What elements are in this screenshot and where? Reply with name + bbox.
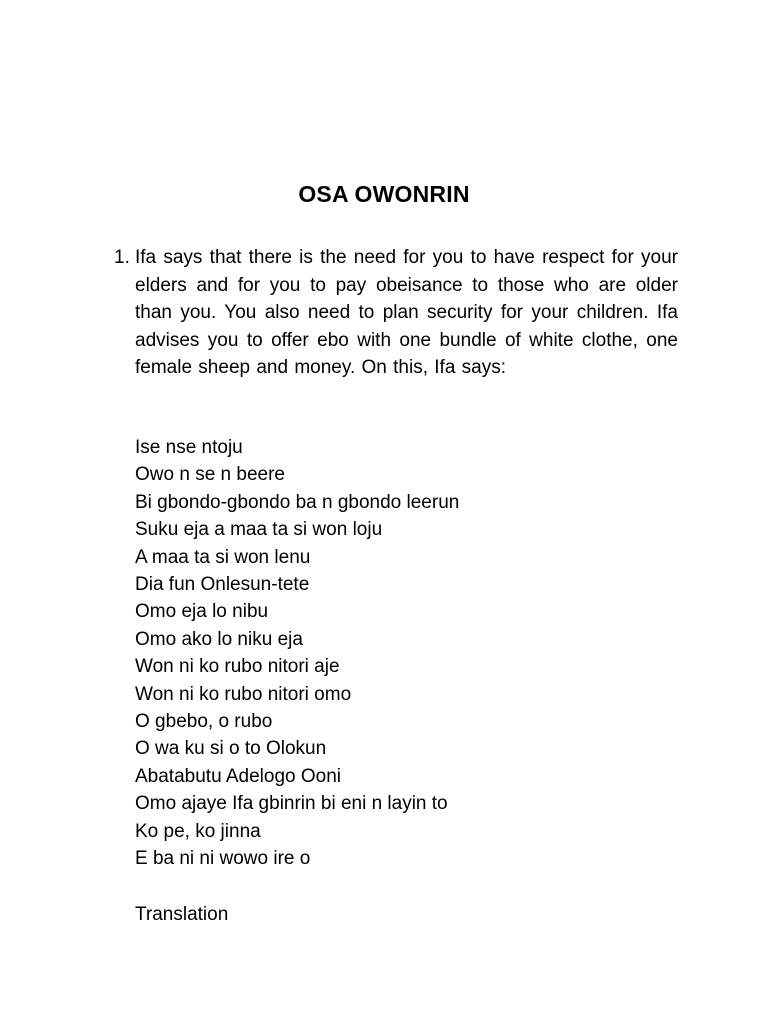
- verse-line: Ise nse ntoju: [135, 437, 243, 458]
- verse-line: Omo ajaye Ifa gbinrin bi eni n layin to: [135, 793, 448, 815]
- verse-line: Bi gbondo-gbondo ba n gbondo leerun: [135, 491, 460, 513]
- verse-line: Won ni ko rubo nitori aje: [135, 656, 340, 678]
- verse-line: Won ni ko rubo nitori omo: [135, 683, 352, 705]
- verse-line: A maa ta si won lenu: [135, 546, 311, 568]
- document-title: OSA OWONRIN: [298, 181, 470, 207]
- verse-line: Suku eja a maa ta si won loju: [135, 519, 383, 541]
- verse-line: Abatabutu Adelogo Ooni: [135, 765, 342, 787]
- item-number: 1.: [114, 247, 130, 268]
- verse-line: O wa ku si o to Olokun: [135, 738, 327, 760]
- verse-line: Omo eja lo nibu: [135, 601, 269, 623]
- verse-line: Omo ako lo niku eja: [135, 628, 303, 650]
- verse-line: Dia fun Onlesun-tete: [135, 574, 310, 596]
- verse-line: E ba ni ni wowo ire o: [135, 848, 311, 870]
- verse-line: Owo n se n beere: [135, 464, 285, 486]
- verse-block: [135, 434, 695, 873]
- paragraph-text: Ifa says that there is the need for you to have respect for your elders and for you to pay obeisance to those who are older than you. You also need to plan security for your children. Ifa advises you to offer ebo with one bundle of white clothe, one female sheep and money. On this, Ifa says:: [135, 247, 678, 378]
- numbered-paragraph: [110, 244, 678, 382]
- translation-heading: Translation: [135, 904, 229, 925]
- verse-line: O gbebo, o rubo: [135, 711, 273, 733]
- verse-line: Ko pe, ko jinna: [135, 820, 261, 842]
